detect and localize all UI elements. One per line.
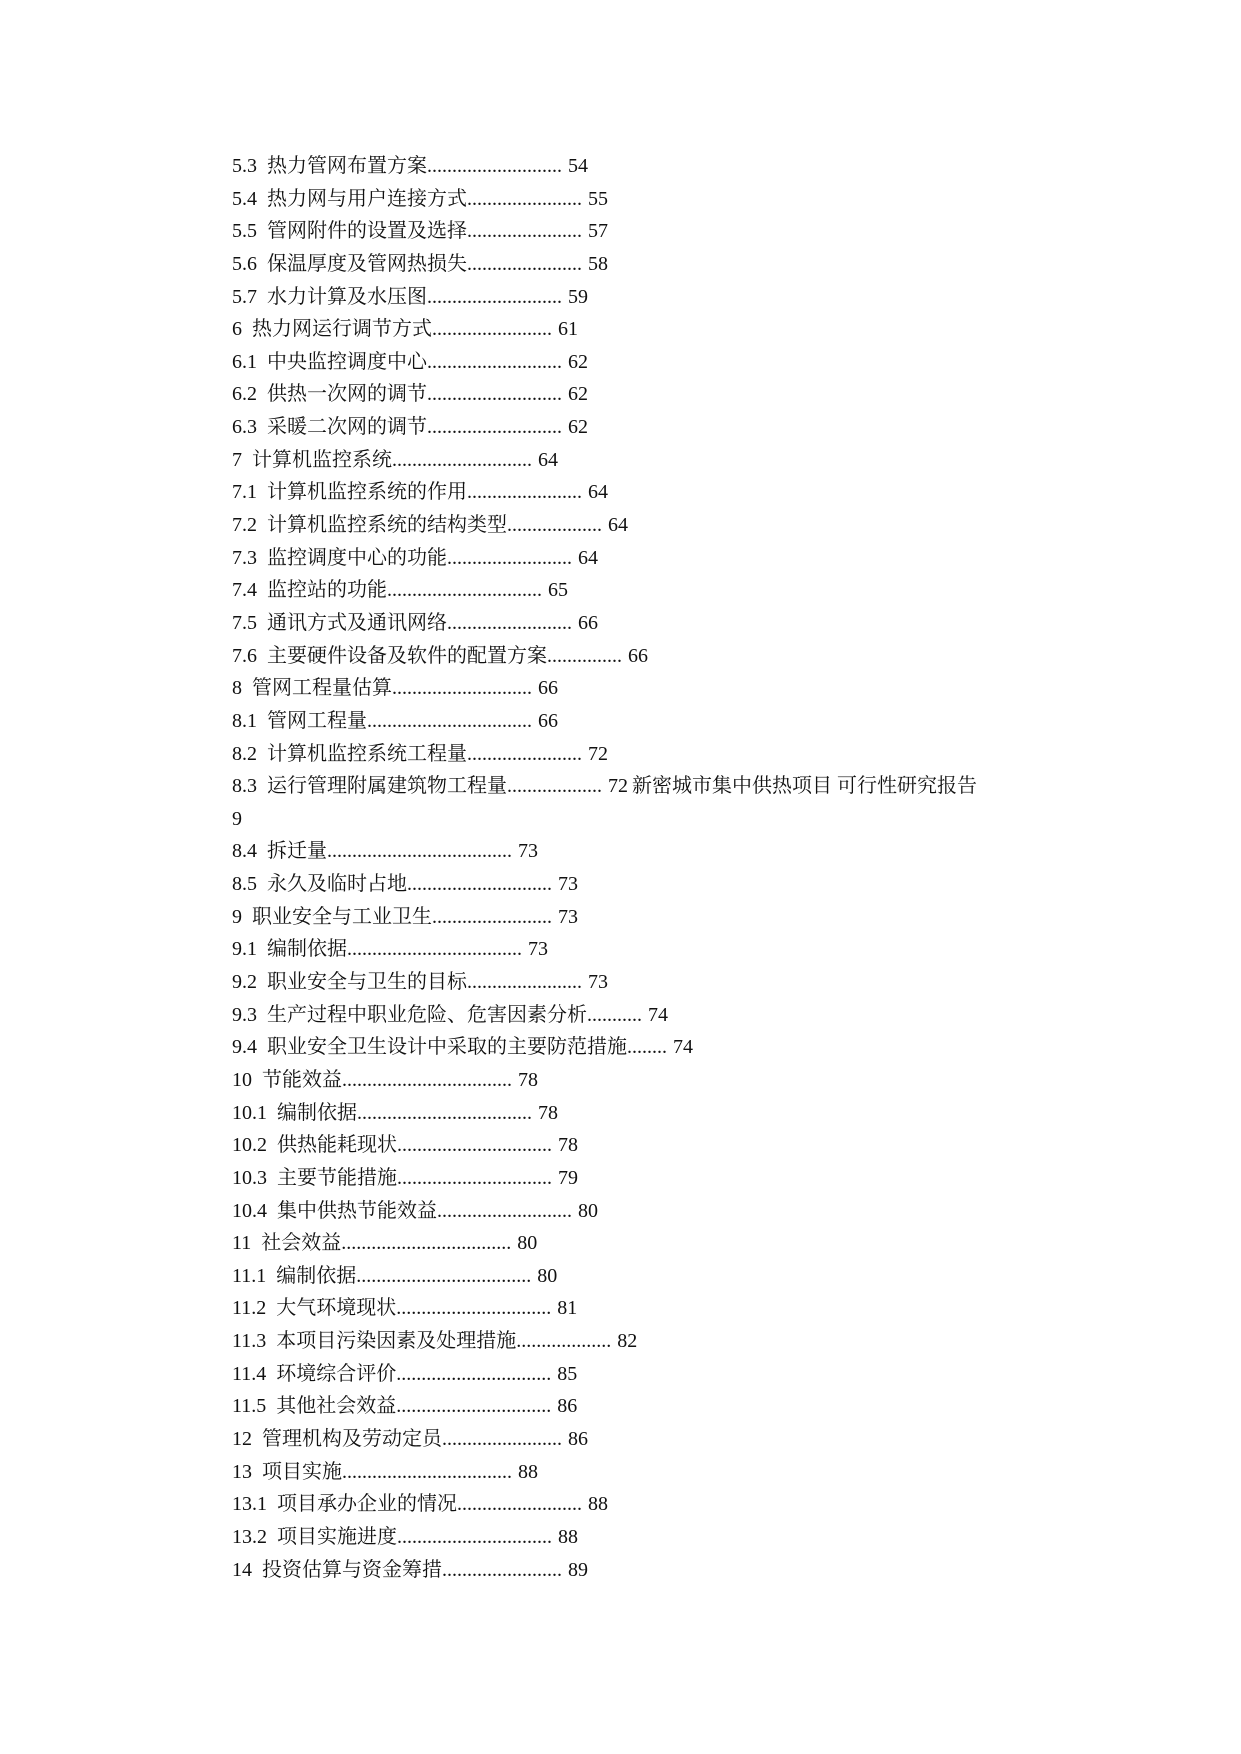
toc-entry-title: 管网工程量 <box>267 709 367 732</box>
toc-entry-title: 管理机构及劳动定员 <box>262 1427 442 1450</box>
toc-entry-page-number: 74 <box>648 1003 668 1026</box>
toc-entry-leader-dots: ............................... <box>397 1134 552 1157</box>
toc-entry-page-number: 55 <box>588 187 608 210</box>
toc-entry-number: 7.2 <box>232 514 257 537</box>
toc-entry-leader-dots: ................... <box>507 514 602 537</box>
toc-entry <box>232 1162 1192 1195</box>
toc-entry-page-number: 64 <box>538 448 558 471</box>
toc-entry <box>232 1064 1192 1097</box>
toc-entry-number: 14 <box>232 1558 252 1581</box>
toc-entry-number: 8.3 <box>232 775 257 798</box>
toc-entry-leader-dots: ........................ <box>432 318 552 341</box>
toc-entry-page-number: 74 <box>673 1036 693 1059</box>
toc-entry-number: 7.6 <box>232 644 257 667</box>
toc-entry-title: 生产过程中职业危险、危害因素分析 <box>267 1003 587 1026</box>
toc-entry-page-number: 80 <box>578 1199 598 1222</box>
toc-entry-page-number: 88 <box>518 1460 538 1483</box>
toc-entry-title: 项目承办企业的情况 <box>277 1493 457 1516</box>
toc-entry-number: 8.2 <box>232 742 257 765</box>
toc-entry <box>232 1195 1192 1228</box>
toc-entry-page-number: 66 <box>578 611 598 634</box>
toc-entry-number: 10.1 <box>232 1101 267 1124</box>
toc-entry-title: 项目实施进度 <box>277 1525 397 1548</box>
toc-entry-title: 热力网与用户连接方式 <box>267 187 467 210</box>
toc-entry-leader-dots: ........... <box>587 1003 642 1026</box>
toc-entry-title: 计算机监控系统的结构类型 <box>267 514 507 537</box>
toc-entry <box>232 1097 1192 1130</box>
toc-entry-leader-dots: ............................. <box>407 873 552 896</box>
toc-entry-number: 9.2 <box>232 971 257 994</box>
toc-entry-title: 计算机监控系统 <box>252 448 392 471</box>
toc-entry-number: 9.4 <box>232 1036 257 1059</box>
toc-entry <box>232 476 1192 509</box>
toc-entry-page-number: 72 <box>588 742 608 765</box>
toc-entry-number: 13.1 <box>232 1493 267 1516</box>
toc-entry-leader-dots: ............................ <box>392 677 532 700</box>
toc-entry-leader-dots: ......................... <box>447 546 572 569</box>
toc-entry-number: 5.6 <box>232 252 257 275</box>
toc-entry-number: 7.3 <box>232 546 257 569</box>
toc-entry-page-number: 54 <box>568 155 588 177</box>
toc-entry <box>232 672 1192 705</box>
toc-entry-page-number: 78 <box>538 1101 558 1124</box>
toc-entry-leader-dots: ................................. <box>367 709 532 732</box>
toc-entry <box>232 444 1192 477</box>
toc-entry <box>232 705 1192 738</box>
toc-entry-title: 永久及临时占地 <box>267 873 407 896</box>
toc-entry-number: 5.4 <box>232 187 257 210</box>
toc-entry-leader-dots: ............... <box>547 644 622 667</box>
toc-entry <box>232 868 1192 901</box>
toc-entry-leader-dots: ....................... <box>467 481 582 504</box>
toc-entry-number: 9 <box>232 807 242 830</box>
toc-entry-title: 计算机监控系统工程量 <box>267 742 467 765</box>
toc-entry-number: 11.2 <box>232 1297 267 1320</box>
toc-entry-leader-dots: ........................... <box>427 416 562 439</box>
toc-entry-leader-dots: .................................. <box>341 1232 512 1255</box>
toc-entry-title: 节能效益 <box>262 1068 342 1091</box>
toc-entry <box>232 1260 1192 1293</box>
toc-entry-leader-dots: ................................... <box>357 1101 532 1124</box>
toc-entry-title: 中央监控调度中心 <box>267 350 427 373</box>
toc-entry-page-number: 62 <box>568 350 588 373</box>
toc-entry-title: 主要硬件设备及软件的配置方案 <box>267 644 547 667</box>
toc-entry-title: 编制依据 <box>277 1101 357 1124</box>
toc-entry-number: 13.2 <box>232 1525 267 1548</box>
toc-entry <box>232 346 1192 379</box>
toc-entry-leader-dots: ............................... <box>396 1362 552 1385</box>
toc-entry-number: 10.2 <box>232 1134 267 1157</box>
toc-entry <box>232 281 1192 314</box>
toc-entry <box>232 542 1192 575</box>
toc-entry-page-number: 66 <box>538 677 558 700</box>
toc-entry <box>232 1227 1192 1260</box>
table-of-contents <box>232 150 1192 1586</box>
toc-entry <box>232 1456 1192 1489</box>
toc-entry-number: 8.4 <box>232 840 257 863</box>
toc-entry-title: 管网附件的设置及选择 <box>267 220 467 243</box>
toc-entry <box>232 1325 1192 1358</box>
toc-entry <box>232 509 1192 542</box>
toc-entry-leader-dots: ..................................... <box>327 840 512 863</box>
toc-entry-leader-dots: ........................... <box>427 285 562 308</box>
toc-entry-number: 9.3 <box>232 1003 257 1026</box>
toc-entry <box>232 313 1192 346</box>
toc-entry-page-number: 66 <box>628 644 648 667</box>
toc-entry-page-number: 82 <box>617 1330 638 1353</box>
toc-entry-title: 监控调度中心的功能 <box>267 546 447 569</box>
toc-entry-title: 其他社会效益 <box>276 1395 397 1418</box>
toc-entry-title: 职业安全与工业卫生 <box>252 905 432 928</box>
toc-entry-page-number: 88 <box>588 1493 608 1516</box>
toc-entry-page-number: 61 <box>558 318 578 341</box>
toc-entry-page-number: 78 <box>558 1134 578 1157</box>
toc-entry-title: 集中供热节能效益 <box>277 1199 437 1222</box>
toc-entry <box>232 574 1192 607</box>
toc-entry <box>232 378 1192 411</box>
toc-entry-number: 6.2 <box>232 383 257 406</box>
toc-entry <box>232 1488 1192 1521</box>
toc-entry-title: 保温厚度及管网热损失 <box>267 252 467 275</box>
toc-entry-page-number: 62 <box>568 416 588 439</box>
toc-entry-number: 7.1 <box>232 481 257 504</box>
toc-entry <box>232 1031 1192 1064</box>
toc-entry-page-number: 80 <box>537 1264 558 1287</box>
toc-entry-title: 供热能耗现状 <box>277 1134 397 1157</box>
toc-entry-number: 11.5 <box>232 1395 267 1418</box>
toc-entry-page-number: 85 <box>557 1362 578 1385</box>
toc-entry-number: 11.1 <box>232 1264 267 1287</box>
toc-entry-page-number: 59 <box>568 285 588 308</box>
toc-entry-leader-dots: ....................... <box>467 252 582 275</box>
toc-entry-title: 主要节能措施 <box>277 1166 397 1189</box>
toc-entry-number: 6 <box>232 318 242 341</box>
toc-entry-number: 8 <box>232 677 242 700</box>
toc-entry-number: 11.4 <box>232 1362 267 1385</box>
toc-entry <box>232 738 1192 771</box>
toc-entry-leader-dots: ................... <box>516 1330 612 1353</box>
toc-entry-leader-dots: ........ <box>627 1036 667 1059</box>
toc-entry-leader-dots: ........................ <box>442 1427 562 1450</box>
toc-entry-title: 拆迁量 <box>267 840 327 863</box>
running-header-text: 新密城市集中供热项目 可行性研究报告 <box>632 775 977 798</box>
toc-entry <box>232 901 1192 934</box>
toc-entry <box>232 1423 1192 1456</box>
toc-entry-title: 编制依据 <box>276 1264 357 1287</box>
toc-entry-leader-dots: ........................... <box>437 1199 572 1222</box>
toc-entry <box>232 248 1192 281</box>
toc-entry-number: 10 <box>232 1068 252 1091</box>
toc-entry-page-number: 86 <box>568 1427 588 1450</box>
toc-entry-number: 7.5 <box>232 611 257 634</box>
toc-entry-page-number: 73 <box>518 840 538 863</box>
toc-entry-page-number: 86 <box>557 1395 578 1418</box>
toc-entry-number: 13 <box>232 1460 252 1483</box>
toc-entry <box>232 770 1192 803</box>
toc-entry-leader-dots: ............................... <box>396 1297 552 1320</box>
toc-entry-page-number: 57 <box>588 220 608 243</box>
toc-entry <box>232 999 1192 1032</box>
toc-entry-number: 7.4 <box>232 579 257 602</box>
toc-entry <box>232 1390 1192 1423</box>
toc-entry-page-number: 64 <box>588 481 608 504</box>
toc-entry-leader-dots: ......................... <box>457 1493 582 1516</box>
toc-entry <box>232 215 1192 248</box>
toc-entry <box>232 150 1192 183</box>
toc-entry-page-number: 72 <box>608 775 628 798</box>
toc-entry-number: 5.5 <box>232 220 257 243</box>
toc-entry-number: 11.3 <box>232 1330 267 1353</box>
toc-entry-number: 7 <box>232 448 242 471</box>
toc-entry-page-number: 66 <box>538 709 558 732</box>
toc-entry-page-number: 73 <box>558 873 578 896</box>
toc-entry-leader-dots: ....................... <box>467 187 582 210</box>
toc-entry-page-number: 81 <box>557 1297 578 1320</box>
toc-entry-title: 计算机监控系统的作用 <box>267 481 467 504</box>
toc-entry-title: 职业安全与卫生的目标 <box>267 971 467 994</box>
toc-entry-title: 供热一次网的调节 <box>267 383 427 406</box>
toc-entry-leader-dots: ........................... <box>427 350 562 373</box>
toc-entry-title: 环境综合评价 <box>276 1362 397 1385</box>
toc-entry-page-number: 78 <box>518 1068 538 1091</box>
toc-entry-leader-dots: ............................... <box>397 1525 552 1548</box>
toc-entry-title: 职业安全卫生设计中采取的主要防范措施 <box>267 1036 627 1059</box>
toc-entry <box>232 183 1192 216</box>
toc-entry-leader-dots: ................................... <box>347 938 522 961</box>
toc-entry <box>232 933 1192 966</box>
toc-entry-leader-dots: ....................... <box>467 220 582 243</box>
toc-entry <box>232 1292 1192 1325</box>
toc-entry-page-number: 80 <box>517 1232 538 1255</box>
toc-entry-number: 8.5 <box>232 873 257 896</box>
toc-entry-number: 12 <box>232 1427 252 1450</box>
toc-entry-page-number: 64 <box>578 546 598 569</box>
toc-entry-title: 编制依据 <box>267 938 347 961</box>
toc-entry-page-number: 62 <box>568 383 588 406</box>
toc-entry-title: 运行管理附属建筑物工程量 <box>267 775 507 798</box>
toc-entry-leader-dots: ........................... <box>427 383 562 406</box>
toc-entry-leader-dots: .................................. <box>342 1460 512 1483</box>
toc-entry-title: 水力计算及水压图 <box>267 285 427 308</box>
toc-entry-leader-dots: ....................... <box>467 971 582 994</box>
toc-entry-leader-dots: ............................ <box>392 448 532 471</box>
toc-entry <box>232 607 1192 640</box>
toc-entry-title: 本项目污染因素及处理措施 <box>276 1330 517 1353</box>
toc-entry <box>232 835 1192 868</box>
toc-entry-title: 热力管网布置方案 <box>267 155 427 177</box>
toc-entry <box>232 640 1192 673</box>
toc-entry-leader-dots: ....................... <box>467 742 582 765</box>
toc-entry-number: 10.3 <box>232 1166 267 1189</box>
toc-entry-page-number: 73 <box>528 938 548 961</box>
toc-entry-page-number: 65 <box>548 579 568 602</box>
toc-entry-leader-dots: ........................... <box>427 155 562 177</box>
toc-entry-title: 采暖二次网的调节 <box>267 416 427 439</box>
toc-entry-leader-dots: ......................... <box>447 611 572 634</box>
toc-entry-leader-dots: ........................ <box>432 905 552 928</box>
toc-entry-title: 监控站的功能 <box>267 579 387 602</box>
toc-entry-page-number: 88 <box>558 1525 578 1548</box>
toc-entry-leader-dots: ............................... <box>387 579 542 602</box>
toc-entry-number: 10.4 <box>232 1199 267 1222</box>
toc-entry-number: 9.1 <box>232 938 257 961</box>
toc-entry-number: 5.7 <box>232 285 257 308</box>
toc-entry-number: 6.3 <box>232 416 257 439</box>
toc-entry-page-number: 64 <box>608 514 628 537</box>
toc-entry <box>232 1129 1192 1162</box>
toc-entry-number: 6.1 <box>232 350 257 373</box>
toc-entry-number: 5.3 <box>232 155 257 177</box>
toc-entry-leader-dots: .................................. <box>342 1068 512 1091</box>
toc-entry-title: 通讯方式及通讯网络 <box>267 611 447 634</box>
toc-entry-title: 投资估算与资金筹措 <box>262 1558 442 1581</box>
toc-entry <box>232 411 1192 444</box>
toc-entry-number: 11 <box>232 1232 252 1255</box>
toc-entry-page-number: 58 <box>588 252 608 275</box>
toc-entry-page-number: 73 <box>558 905 578 928</box>
toc-entry <box>232 966 1192 999</box>
toc-entry-leader-dots: ........................ <box>442 1558 562 1581</box>
toc-entry-leader-dots: ............................... <box>396 1395 552 1418</box>
toc-entry-page-number: 79 <box>558 1166 578 1189</box>
toc-entry-title: 管网工程量估算 <box>252 677 392 700</box>
toc-entry-title: 社会效益 <box>261 1232 342 1255</box>
toc-entry <box>232 1521 1192 1554</box>
toc-entry-title: 热力网运行调节方式 <box>252 318 432 341</box>
toc-entry-title: 大气环境现状 <box>276 1297 397 1320</box>
toc-entry-leader-dots: ............................... <box>397 1166 552 1189</box>
toc-entry <box>232 803 1192 836</box>
toc-entry-leader-dots: ................... <box>507 775 602 798</box>
toc-entry-number: 9 <box>232 905 242 928</box>
toc-entry <box>232 1358 1192 1391</box>
toc-entry-page-number: 89 <box>568 1558 588 1581</box>
toc-entry-page-number: 73 <box>588 971 608 994</box>
toc-entry-title: 项目实施 <box>262 1460 342 1483</box>
toc-entry-number: 8.1 <box>232 709 257 732</box>
toc-entry <box>232 1554 1192 1587</box>
toc-entry-leader-dots: ................................... <box>356 1264 532 1287</box>
